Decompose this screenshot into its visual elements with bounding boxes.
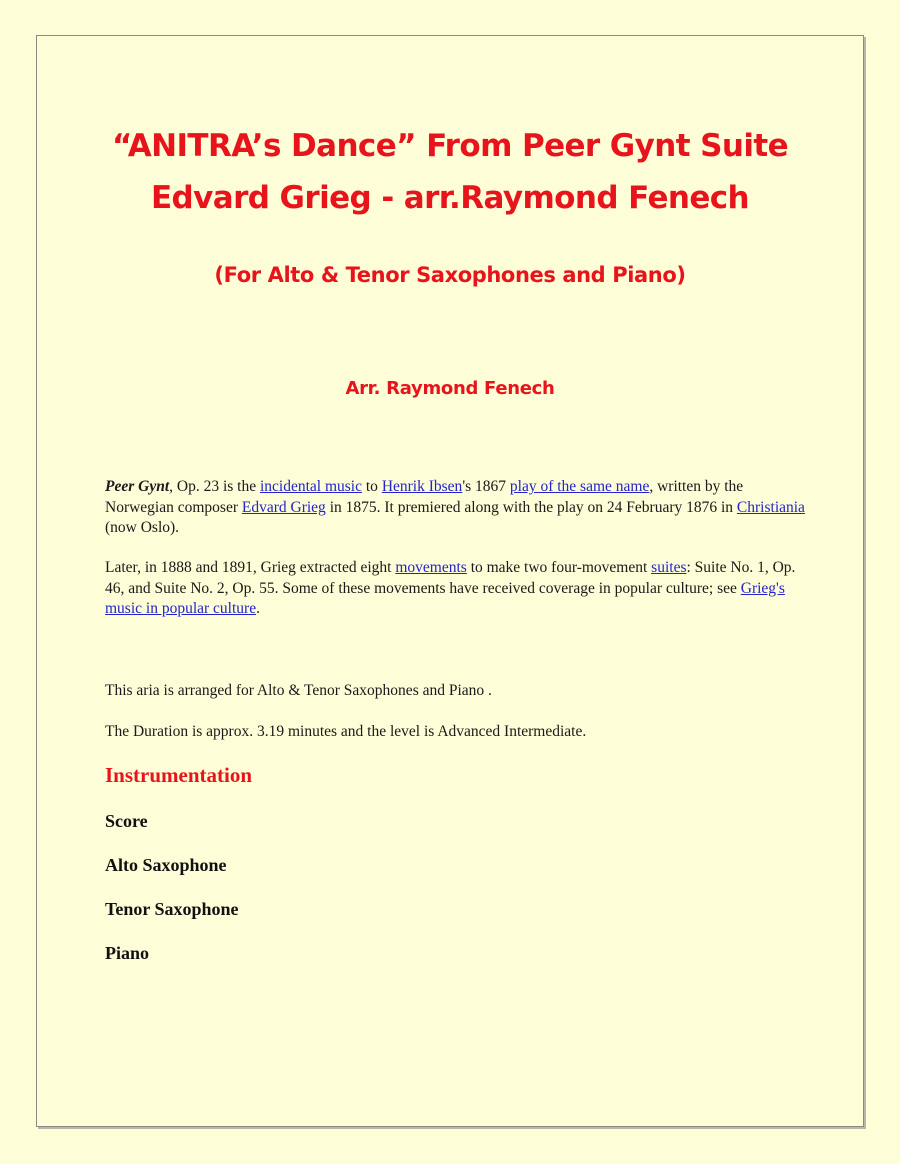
link-movements[interactable]: movements bbox=[395, 559, 467, 576]
work-title: Peer Gynt bbox=[105, 478, 170, 495]
link-henrik-ibsen[interactable]: Henrik Ibsen bbox=[381, 478, 463, 495]
suites-paragraph: Later, in 1888 and 1891, Grieg extracted eight movements to make two four-movement suites: Suite No. 1, Op. 46, and Suite No. 2, Op. 55. Some of these movements have received coverage in popular culture; see Grieg's music in popular culture. bbox=[105, 559, 796, 617]
instrument-item-score: Score bbox=[105, 811, 148, 831]
arranger-credit: Arr. Raymond Fenech bbox=[345, 378, 555, 399]
instrument-item-tenor-saxophone: Tenor Saxophone bbox=[105, 899, 239, 919]
link-play-of-same-name[interactable]: play of the same name bbox=[509, 478, 650, 495]
link-christiania[interactable]: Christiania bbox=[736, 498, 805, 516]
intro-paragraph: Peer Gynt, Op. 23 is the incidental music to Henrik Ibsen's 1867 play of the same name, written by the Norwegian composer Edvard Grieg in 1875. It premiered along with the play on 24 February 1876 in Christiania (now Oslo). bbox=[105, 478, 805, 536]
link-griegs-music-in-popular-culture[interactable]: Grieg's music in popular culture bbox=[105, 579, 785, 617]
title-line-1: “ANITRA’s Dance” From Peer Gynt Suite bbox=[111, 128, 789, 164]
subtitle: (For Alto & Tenor Saxophones and Piano) bbox=[214, 263, 686, 287]
link-incidental-music[interactable]: incidental music bbox=[259, 478, 362, 495]
instrument-item-piano: Piano bbox=[105, 943, 150, 963]
instrument-item-alto-saxophone: Alto Saxophone bbox=[105, 855, 227, 875]
duration-paragraph: The Duration is approx. 3.19 minutes and the level is Advanced Intermediate. bbox=[105, 723, 587, 740]
arrangement-paragraph: This aria is arranged for Alto & Tenor Saxophones and Piano . bbox=[105, 682, 492, 699]
link-suites[interactable]: suites bbox=[651, 559, 687, 576]
instrumentation-heading: Instrumentation bbox=[105, 763, 253, 787]
link-edvard-grieg[interactable]: Edvard Grieg bbox=[241, 498, 326, 516]
title-line-2: Edvard Grieg - arr.Raymond Fenech bbox=[150, 180, 750, 216]
